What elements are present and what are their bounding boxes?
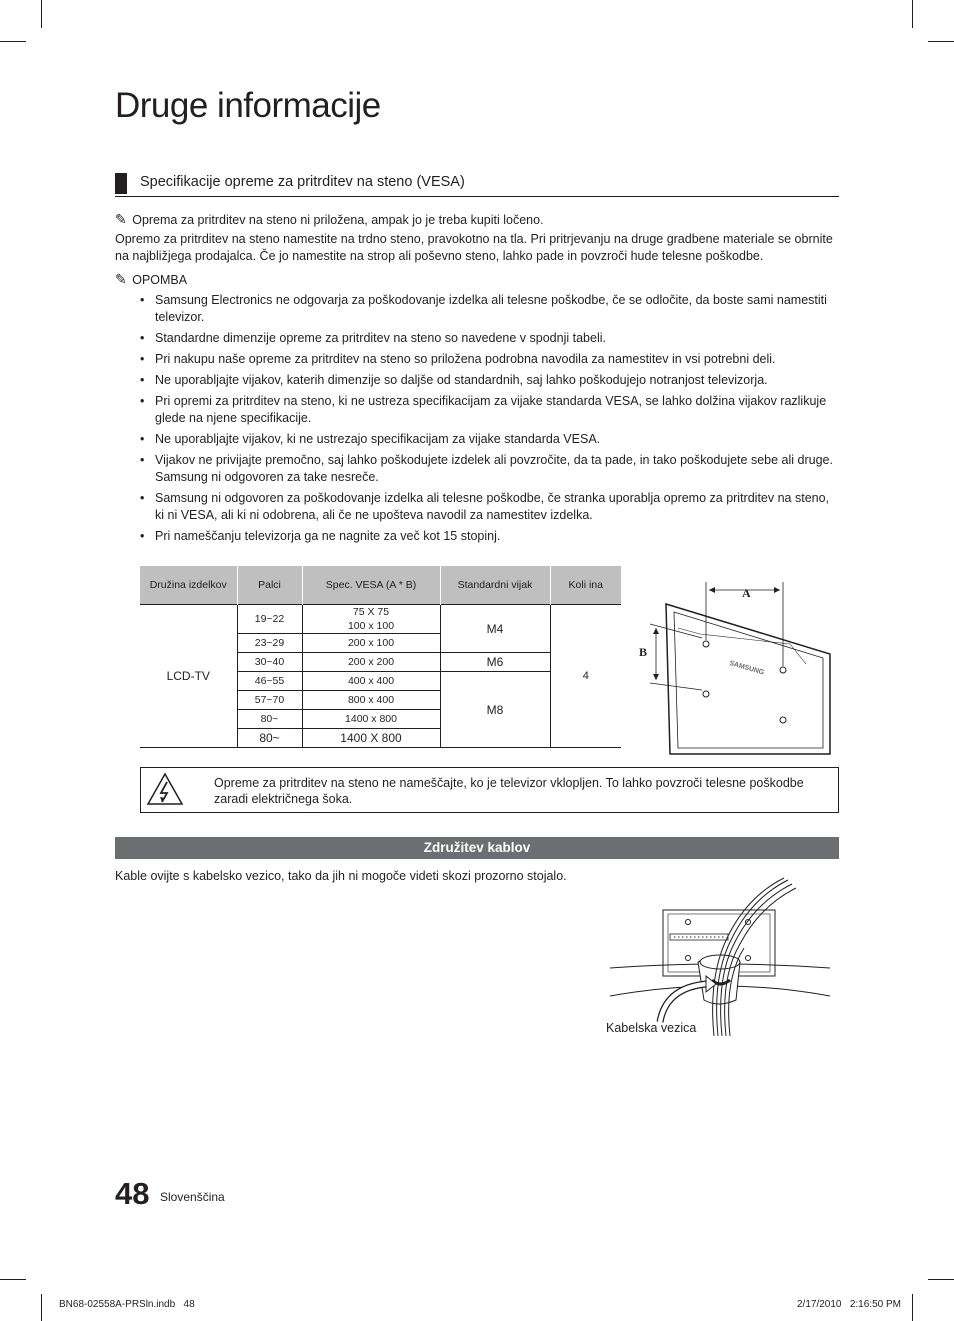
vesa-cell: 200 x 100	[302, 634, 440, 653]
product-family-cell: LCD-TV	[140, 605, 237, 748]
table-header: Koli ina	[550, 566, 621, 605]
list-item: • Pri opremi za pritrditev na steno, ki ne ustreza specifikacijam za vijake standarda VESA, se lahko dolžina vijakov razlikuje glede na njene specifikacije.	[140, 394, 827, 425]
cables-description: Kable ovijte s kabelsko vezico, tako da jih ni mogoče videti skozi prozorno stojalo.	[115, 869, 567, 883]
crop-mark	[912, 0, 913, 28]
page-number: 48	[115, 1176, 150, 1211]
warning-box	[140, 767, 839, 813]
list-item: • Ne uporabljajte vijakov, katerih dimenzije so daljše od standardnih, saj lahko poškodujejo notranjost televizorja.	[140, 373, 768, 387]
list-item: • Standardne dimenzije opreme za pritrditev na steno so navedene v spodnji tabeli.	[140, 331, 606, 345]
section-title: Specifikacije opreme za pritrditev na steno (VESA)	[140, 174, 465, 190]
print-slug-date: 2/17/2010 2:16:50 PM	[797, 1299, 901, 1310]
bullet-icon: •	[140, 394, 145, 408]
crop-mark	[41, 0, 42, 28]
warning-text: Opreme za pritrditev na steno ne nameščajte, ko je televizor vklopljen. To lahko povzroči telesne poškodbe zaradi električnega šoka.	[214, 776, 804, 806]
vesa-cell: 1400 X 800	[302, 729, 440, 748]
screw-cell: M8	[440, 672, 550, 748]
electric-shock-warning-icon	[146, 772, 184, 806]
subsection-title: Združitev kablov	[115, 837, 839, 859]
inch-cell: 19~22	[237, 605, 302, 634]
list-item: • Pri nameščanju televizorja ga ne nagnite za več kot 15 stopinj.	[140, 529, 501, 543]
table-header: Družina izdelkov	[140, 566, 237, 605]
pencil-note-icon: ✎	[115, 211, 127, 227]
bullet-icon: •	[140, 331, 145, 345]
note-text: Oprema za pritrditev na steno ni priložena, ampak jo je treba kupiti ločeno.	[132, 213, 544, 227]
footer-language: Slovenščina	[160, 1190, 225, 1204]
intro-paragraph: Opremo za pritrditev na steno namestite na trdno steno, pravokotno na tla. Pri pritrjevanju na druge gradbene materiale se obrnite na najbližjega prodajalca. Če jo namestite na strop ali poševno steno, lahko pade in povzroči hude telesne poškodbe.	[115, 232, 833, 263]
cable-tie-illustration	[608, 876, 834, 1038]
screw-cell: M6	[440, 653, 550, 672]
dimension-a-label: A	[742, 586, 751, 600]
list-item: • Pri nakupu naše opreme za pritrditev na steno so priložena podrobna navodila za namestitev in vsi potrebni deli.	[140, 352, 776, 366]
bullet-list	[138, 292, 838, 549]
tv-back-diagram	[630, 578, 840, 760]
dimension-b-label: B	[639, 645, 648, 659]
bullet-icon: •	[140, 491, 145, 505]
vesa-cell: 75 X 75 100 x 100	[302, 605, 440, 634]
crop-mark	[928, 41, 954, 42]
pencil-note-icon: ✎	[115, 271, 127, 287]
bullet-icon: •	[140, 432, 145, 446]
vesa-cell: 800 x 400	[302, 691, 440, 710]
vesa-cell: 200 x 200	[302, 653, 440, 672]
quantity-cell: 4	[550, 605, 621, 748]
bullet-icon: •	[140, 373, 145, 387]
inch-cell: 46~55	[237, 672, 302, 691]
bullet-icon: •	[140, 453, 145, 467]
crop-mark	[912, 1294, 913, 1321]
crop-mark	[928, 1279, 954, 1280]
note-heading	[115, 271, 187, 289]
list-item: • Samsung ni odgovoren za poškodovanje izdelka ali telesne poškodbe, če stranka uporablja opremo za pritrditev na steno, ki ni VESA, ali ki ni odobrena, ali če ne upošteva navodil za namestitev izdelka.	[140, 491, 830, 522]
list-item: • Samsung Electronics ne odgovarja za poškodovanje izdelka ali telesne poškodbe, če se odločite, da boste sami namestiti televizor.	[140, 293, 827, 324]
crop-mark	[0, 1279, 26, 1280]
inch-cell: 57~70	[237, 691, 302, 710]
vesa-table	[140, 566, 621, 748]
inch-cell: 30~40	[237, 653, 302, 672]
section-header	[115, 172, 839, 197]
vesa-cell: 400 x 400	[302, 672, 440, 691]
inch-cell: 23~29	[237, 634, 302, 653]
inch-cell: 80~	[237, 710, 302, 729]
table-header-row	[140, 566, 621, 605]
list-item: • Ne uporabljajte vijakov, ki ne ustrezajo specifikacijam za vijake standarda VESA.	[140, 432, 601, 446]
note-label: OPOMBA	[132, 273, 188, 287]
table-header: Spec. VESA (A * B)	[302, 566, 440, 605]
bullet-icon: •	[140, 529, 145, 543]
note-line	[115, 211, 839, 229]
crop-mark	[0, 41, 26, 42]
brand-logo: SAMSUNG	[728, 659, 765, 677]
table-row	[140, 605, 621, 634]
inch-cell: 80~	[237, 729, 302, 748]
section-marker	[115, 173, 127, 194]
list-item: • Vijakov ne privijajte premočno, saj lahko poškodujete izdelek ali povzročite, da ta pade, in tako poškodujete sebe ali druge. Samsung ni odgovoren za take nesreče.	[140, 453, 833, 484]
cable-tie-label: Kabelska vezica	[606, 1021, 697, 1035]
print-slug-file: BN68-02558A-PRSln.indb 48	[59, 1299, 195, 1310]
vesa-cell: 1400 x 800	[302, 710, 440, 729]
table-header: Palci	[237, 566, 302, 605]
table-header: Standardni vijak	[440, 566, 550, 605]
page-title: Druge informacije	[115, 86, 381, 125]
screw-cell: M4	[440, 605, 550, 653]
bullet-icon: •	[140, 293, 145, 307]
crop-mark	[41, 1294, 42, 1321]
bullet-icon: •	[140, 352, 145, 366]
